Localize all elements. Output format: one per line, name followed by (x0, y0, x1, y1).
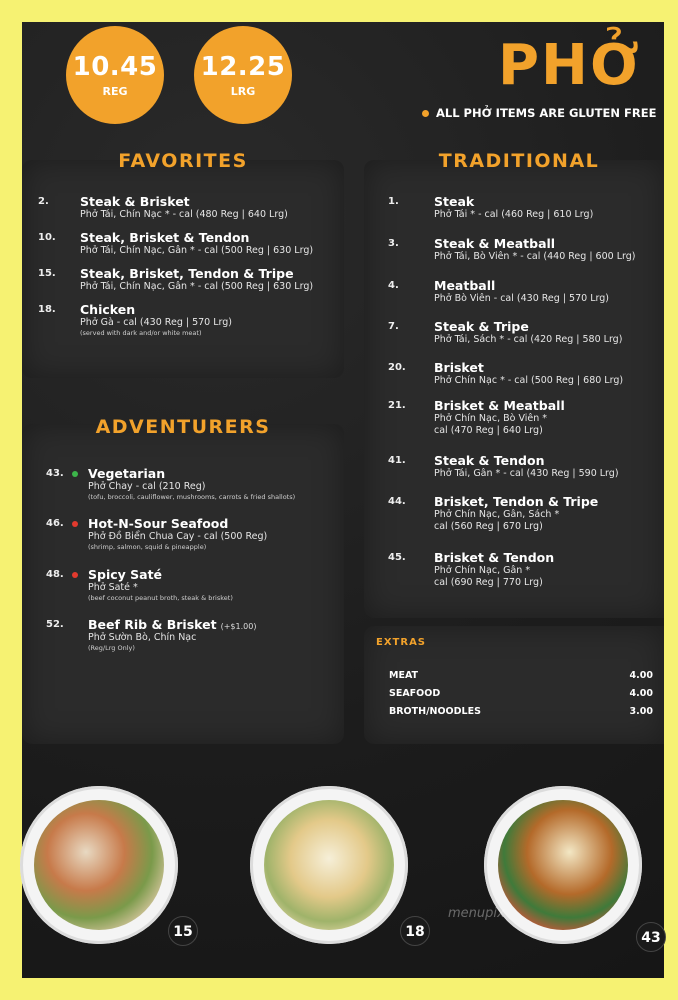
large-price: 12.25 (200, 52, 286, 82)
extra-name: BROTH/NOODLES (389, 706, 481, 717)
large-price-badge (194, 26, 292, 124)
menu-item (388, 194, 593, 221)
item-description: Phở Saté * (88, 582, 138, 593)
extras-row (389, 670, 653, 681)
pho-bowl-photo-inner (498, 800, 628, 930)
extras-row (389, 688, 653, 699)
extra-name: SEAFOOD (389, 688, 441, 699)
menu-item (38, 230, 313, 257)
item-description: Phở Tái, Gân * - cal (430 Reg | 590 Lrg) (434, 468, 619, 479)
item-description: Phở Tái, Chín Nạc * - cal (480 Reg | 640 Lrg) (80, 209, 288, 220)
item-name: Brisket & Meatball (434, 398, 565, 413)
item-name: Steak & Tripe (434, 319, 529, 334)
item-description: Phở Chín Nạc, Bò Viên * (434, 413, 548, 424)
page-title: PHỞ (498, 33, 641, 98)
item-description: Phở Chín Nạc, Gân * (434, 565, 531, 576)
item-note: (served with dark and/or white meat) (80, 329, 202, 337)
item-note: (Reg/Lrg Only) (88, 644, 135, 652)
item-note: (shrimp, salmon, squid & pineapple) (88, 543, 207, 551)
menu-item (46, 567, 233, 603)
item-number: 4. (388, 280, 399, 291)
gluten-free-text: ALL PHỞ ITEMS ARE GLUTEN FREE (436, 106, 657, 120)
regular-price-badge (66, 26, 164, 124)
item-name: Steak (434, 194, 475, 209)
menu-item (38, 302, 232, 338)
gluten-free-note (422, 106, 662, 120)
item-description: Phở Chín Nạc, Gân, Sách * (434, 509, 560, 520)
menu-item (388, 398, 565, 437)
extra-price: 4.00 (629, 688, 653, 699)
menu-item (46, 516, 267, 552)
item-number: 10. (38, 232, 56, 243)
item-name: Brisket & Tendon (434, 550, 555, 565)
item-description: Phở Chín Nạc * - cal (500 Reg | 680 Lrg) (434, 375, 624, 386)
item-name: Steak, Brisket & Tendon (80, 230, 250, 245)
menu-item (388, 236, 635, 263)
traditional-title: TRADITIONAL (438, 150, 600, 172)
item-number: 18. (38, 304, 56, 315)
item-name: Spicy Saté (88, 567, 163, 582)
item-name: Steak, Brisket, Tendon & Tripe (80, 266, 294, 281)
item-calories: cal (470 Reg | 640 Lrg) (434, 425, 543, 436)
menu-item (46, 466, 295, 502)
item-number: 41. (388, 455, 406, 466)
item-upcharge: (+$1.00) (220, 622, 257, 631)
extra-price: 3.00 (629, 706, 653, 717)
menu-item (46, 617, 256, 653)
pho-bowl-photo (484, 786, 642, 944)
menu-item (388, 360, 623, 387)
menu-item (38, 194, 288, 221)
item-description: Phở Tái * - cal (460 Reg | 610 Lrg) (434, 209, 594, 220)
item-description: Phở Chay - cal (210 Reg) (88, 481, 206, 492)
item-description: Phở Tái, Sách * - cal (420 Reg | 580 Lrg) (434, 334, 623, 345)
item-description: Phở Tái, Chín Nạc, Gân * - cal (500 Reg | 630 Lrg) (80, 245, 314, 256)
pho-bowl-photo-inner (34, 800, 164, 930)
menu-item (388, 550, 554, 589)
item-name: Steak & Meatball (434, 236, 556, 251)
item-description: Phở Gà - cal (430 Reg | 570 Lrg) (80, 317, 233, 328)
extras-row (389, 706, 653, 717)
menu-item (388, 494, 598, 533)
item-description: Phở Tái, Chín Nạc, Gân * - cal (500 Reg | 630 Lrg) (80, 281, 314, 292)
item-number: 21. (388, 400, 406, 411)
large-size-label: LRG (230, 85, 256, 98)
vegetarian-dot-icon (72, 471, 78, 477)
item-calories: cal (560 Reg | 670 Lrg) (434, 521, 543, 532)
pho-bowl-photo-inner (264, 800, 394, 930)
item-name: Meatball (434, 278, 496, 293)
menu-item (388, 319, 622, 346)
item-number: 7. (388, 321, 399, 332)
item-number: 43. (46, 468, 64, 479)
item-number: 48. (46, 569, 64, 580)
menu-item (38, 266, 313, 293)
extra-name: MEAT (389, 670, 419, 681)
item-number: 44. (388, 496, 406, 507)
item-description: Phở Đồ Biển Chua Cay - cal (500 Reg) (88, 531, 268, 542)
bullet-dot-icon (422, 110, 429, 117)
bowl-number-badge: 43 (636, 922, 666, 952)
item-description: Phở Tái, Bò Viên * - cal (440 Reg | 600 Lrg) (434, 251, 636, 262)
spicy-dot-icon (72, 521, 78, 527)
item-number: 1. (388, 196, 399, 207)
menu-item (388, 278, 609, 305)
regular-price: 10.45 (72, 52, 158, 82)
item-number: 2. (38, 196, 49, 207)
item-name: Brisket (434, 360, 484, 375)
pho-bowl-photo (20, 786, 178, 944)
item-description: Phở Bò Viên - cal (430 Reg | 570 Lrg) (434, 293, 609, 304)
item-name: Steak & Tendon (434, 453, 545, 468)
bowl-number-badge: 18 (400, 916, 430, 946)
pho-bowl-photo (250, 786, 408, 944)
item-name: Steak & Brisket (80, 194, 190, 209)
item-note: (beef coconut peanut broth, steak & brisket) (88, 594, 233, 602)
item-number: 46. (46, 518, 64, 529)
spicy-dot-icon (72, 572, 78, 578)
adventurers-title: ADVENTURERS (95, 416, 271, 438)
regular-size-label: REG (102, 85, 128, 98)
watermark: menupix (448, 906, 505, 921)
item-number: 45. (388, 552, 406, 563)
bowl-number-badge: 15 (168, 916, 198, 946)
item-name: Hot-N-Sour Seafood (88, 516, 229, 531)
extras-title: EXTRAS (376, 637, 427, 648)
item-note: (tofu, broccoli, cauliflower, mushrooms, carrots & fried shallots) (88, 493, 296, 501)
item-calories: cal (690 Reg | 770 Lrg) (434, 577, 543, 588)
item-name: Beef Rib & Brisket (88, 617, 217, 632)
item-description: Phở Sườn Bò, Chín Nạc (88, 632, 197, 643)
item-number: 3. (388, 238, 399, 249)
item-number: 20. (388, 362, 406, 373)
item-name: Brisket, Tendon & Tripe (434, 494, 599, 509)
favorites-title: FAVORITES (118, 150, 248, 172)
item-name: Vegetarian (88, 466, 166, 481)
item-number: 52. (46, 619, 64, 630)
item-number: 15. (38, 268, 56, 279)
extra-price: 4.00 (629, 670, 653, 681)
menu-item (388, 453, 619, 480)
item-name: Chicken (80, 302, 136, 317)
